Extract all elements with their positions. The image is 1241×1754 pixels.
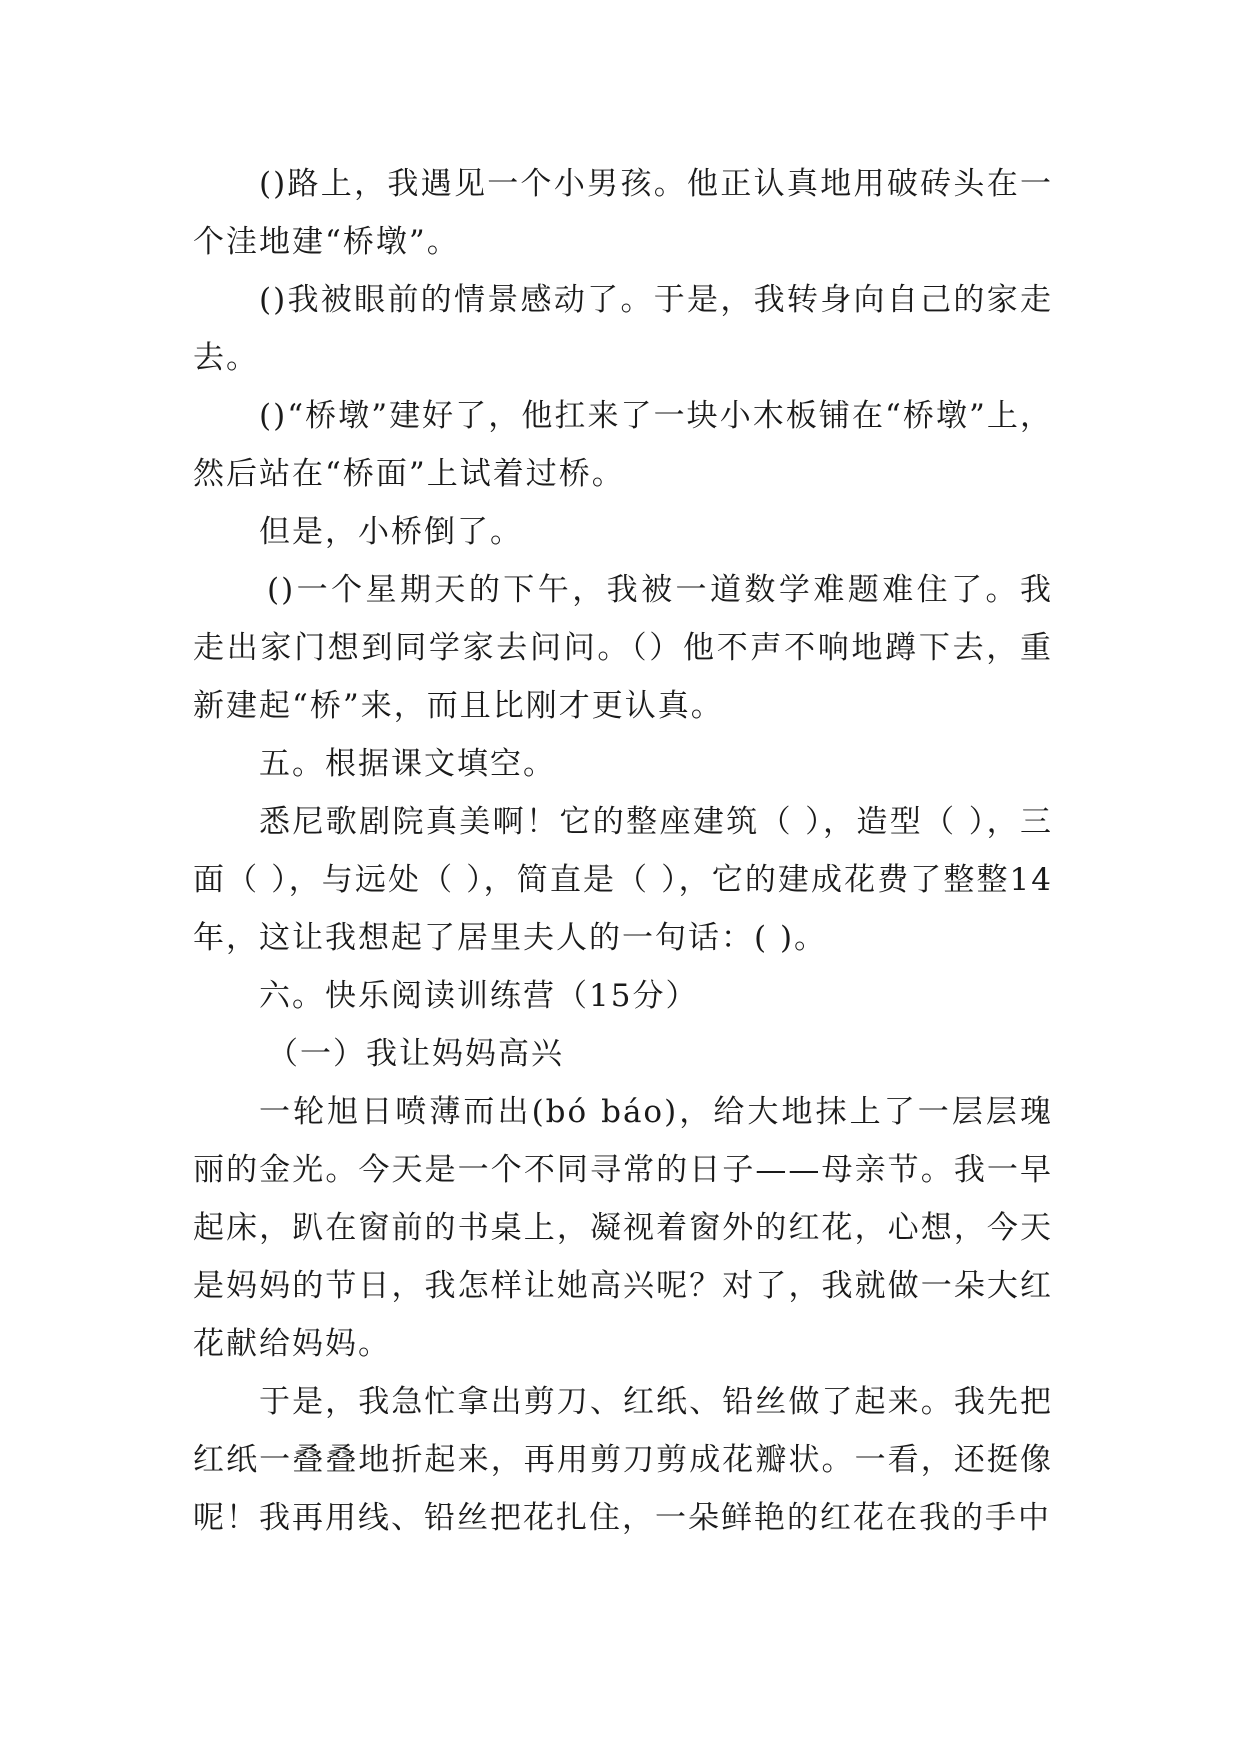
paragraph: ()“桥墩”建好了，他扛来了一块小木板铺在“桥墩”上，然后站在“桥面”上试着过桥。 bbox=[193, 398, 1053, 492]
paragraph: ()我被眼前的情景感动了。于是，我转身向自己的家走去。 bbox=[193, 282, 1053, 376]
section-heading: 六。快乐阅读训练营（15分） bbox=[259, 978, 699, 1014]
passage-title: （一）我让妈妈高兴 bbox=[267, 1036, 564, 1072]
paragraph: 悉尼歌剧院真美啊！它的整座建筑（ ），造型（ ），三面（ ），与远处（ ），简直是（ ），它的建成花费了整整14年，这让我想起了居里夫人的一句话：( )。 bbox=[193, 804, 1053, 956]
paragraph: 于是，我急忙拿出剪刀、红纸、铅丝做了起来。我先把红纸一叠叠地折起来，再用剪刀剪成花瓣状。一看，还挺像呢！我再用线、铅丝把花扎住，一朵鲜艳的红花在我的手中 bbox=[193, 1384, 1053, 1536]
paragraph: ()路上，我遇见一个小男孩。他正认真地用破砖头在一个洼地建“桥墩”。 bbox=[193, 166, 1053, 260]
paragraph: 但是，小桥倒了。 bbox=[259, 514, 523, 550]
paragraph: 一轮旭日喷薄而出(bó báo)，给大地抹上了一层层瑰丽的金光。今天是一个不同寻常的日子——母亲节。我一早起床，趴在窗前的书桌上，凝视着窗外的红花，心想，今天是妈妈的节日，我怎样让她高兴呢？对了，我就做一朵大红花献给妈妈。 bbox=[193, 1094, 1053, 1362]
document-page bbox=[193, 155, 1053, 1547]
paragraph: ()一个星期天的下午，我被一道数学难题难住了。我走出家门想到同学家去问问。（）他不声不响地蹲下去，重新建起“桥”来，而且比刚才更认真。 bbox=[193, 572, 1053, 724]
section-heading: 五。根据课文填空。 bbox=[259, 746, 556, 782]
